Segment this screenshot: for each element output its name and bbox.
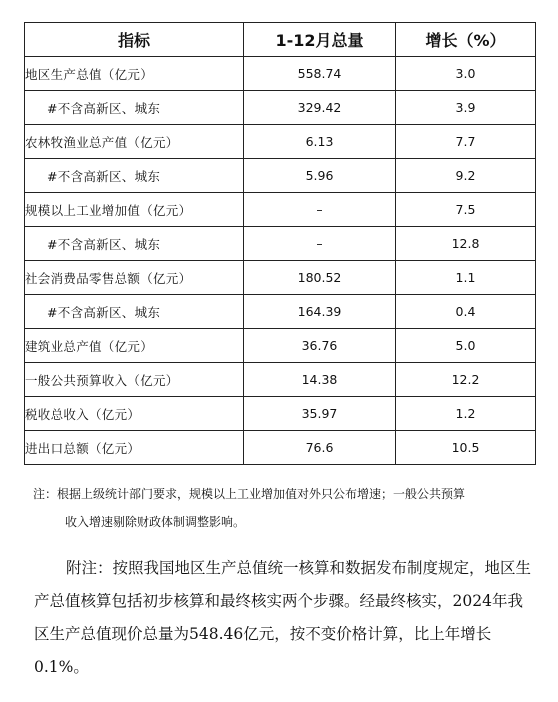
row-value: – [244, 193, 396, 227]
table-row [25, 159, 536, 193]
table-row [25, 261, 536, 295]
row-name: 一般公共预算收入（亿元） [25, 363, 244, 397]
row-name: 社会消费品零售总额（亿元） [25, 261, 244, 295]
row-value: 36.76 [244, 329, 396, 363]
table-row [25, 295, 536, 329]
statistics-table [24, 22, 536, 465]
footnote-line-1: 注：根据上级统计部门要求，规模以上工业增加值对外只公布增速；一般公共预算 [33, 487, 466, 501]
row-growth: 12.2 [396, 363, 536, 397]
table-row [25, 227, 536, 261]
header-indicator: 指标 [25, 23, 244, 57]
row-name: #不含高新区、城东 [25, 295, 244, 329]
row-growth: 3.9 [396, 91, 536, 125]
row-name: 规模以上工业增加值（亿元） [25, 193, 244, 227]
row-growth: 0.4 [396, 295, 536, 329]
row-growth: 1.1 [396, 261, 536, 295]
row-name: 税收总收入（亿元） [25, 397, 244, 431]
row-name: 地区生产总值（亿元） [25, 57, 244, 91]
row-name: 建筑业总产值（亿元） [25, 329, 244, 363]
row-name: 进出口总额（亿元） [25, 431, 244, 465]
row-value: 180.52 [244, 261, 396, 295]
row-value: – [244, 227, 396, 261]
table-row [25, 329, 536, 363]
row-growth: 7.7 [396, 125, 536, 159]
row-value: 164.39 [244, 295, 396, 329]
header-total: 1-12月总量 [244, 23, 396, 57]
footnote-line-2: 收入增速剔除财政体制调整影响。 [65, 515, 246, 529]
row-growth: 3.0 [396, 57, 536, 91]
header-growth: 增长（%） [396, 23, 536, 57]
table-row [25, 125, 536, 159]
row-growth: 12.8 [396, 227, 536, 261]
table-header-row [25, 23, 536, 57]
table-footnote [33, 480, 538, 536]
row-name: #不含高新区、城东 [25, 91, 244, 125]
row-value: 558.74 [244, 57, 396, 91]
row-value: 14.38 [244, 363, 396, 397]
row-value: 6.13 [244, 125, 396, 159]
table-row [25, 363, 536, 397]
table-row [25, 193, 536, 227]
row-value: 35.97 [244, 397, 396, 431]
table-row [25, 91, 536, 125]
table-row [25, 397, 536, 431]
row-growth: 7.5 [396, 193, 536, 227]
row-growth: 9.2 [396, 159, 536, 193]
row-name: #不含高新区、城东 [25, 227, 244, 261]
row-name: #不含高新区、城东 [25, 159, 244, 193]
row-growth: 5.0 [396, 329, 536, 363]
table-row [25, 431, 536, 465]
row-value: 329.42 [244, 91, 396, 125]
row-name: 农林牧渔业总产值（亿元） [25, 125, 244, 159]
row-growth: 1.2 [396, 397, 536, 431]
table-row [25, 57, 536, 91]
appendix-paragraph: 附注：按照我国地区生产总值统一核算和数据发布制度规定，地区生产总值核算包括初步核算和最终核实两个步骤。经最终核实，2024年我区生产总值现价总量为548.46亿元，按不变价格计算，比上年增长0.1%。 [34, 559, 532, 676]
row-value: 5.96 [244, 159, 396, 193]
row-value: 76.6 [244, 431, 396, 465]
row-growth: 10.5 [396, 431, 536, 465]
